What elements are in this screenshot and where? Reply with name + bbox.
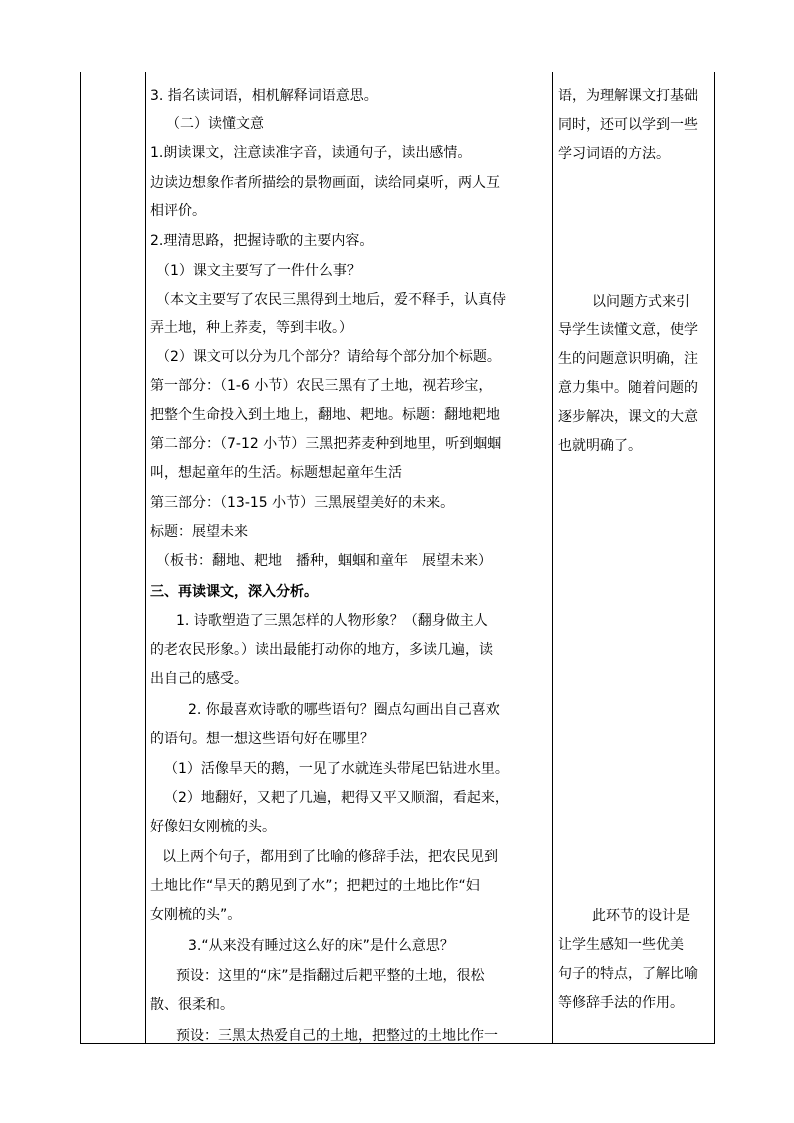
lesson-text-line: 散、很柔和。 <box>150 997 234 1013</box>
design-note-line: 语，为理解课文打基础 <box>558 88 698 104</box>
design-note-line: 此环节的设计是 <box>592 908 690 924</box>
lesson-text-line: 2. 你最喜欢诗歌的哪些语句？圈点勾画出自己喜欢 <box>188 702 500 718</box>
design-note-line: 也就明确了。 <box>558 438 642 454</box>
lesson-text-line: 预设：这里的“床”是指翻过后耙平整的土地，很松 <box>176 968 485 984</box>
design-note-line: 生的问题意识明确，注 <box>558 351 698 367</box>
lesson-text-line: 好像妇女刚梳的头。 <box>150 819 276 835</box>
lesson-text-line: 的老农民形象。）读出最能打动你的地方，多读几遍，读 <box>150 642 493 658</box>
lesson-text-line: （1）课文主要写了一件什么事？ <box>156 263 361 279</box>
lesson-text-line: 3. 指名读词语，相机解释词语意思。 <box>150 88 378 104</box>
design-note-line: 同时，还可以学到一些 <box>558 117 698 133</box>
lesson-text-line: 把整个生命投入到土地上，翻地、耙地。标题：翻地耙地 <box>150 407 500 423</box>
table-border-right <box>714 72 715 1044</box>
design-note-line: 意力集中。随着问题的 <box>558 380 698 396</box>
lesson-text-line: 2.理清思路，把握诗歌的主要内容。 <box>150 233 374 249</box>
lesson-text-line: 女刚梳的头”。 <box>150 907 242 923</box>
lesson-text-line: 的语句。想一想这些语句好在哪里？ <box>150 731 374 747</box>
lesson-text-line: 1.朗读课文，注意读准字音，读通句子，读出感情。 <box>150 145 472 161</box>
design-note-line: 逐步解决，课文的大意 <box>558 409 698 425</box>
lesson-text-line: 弄土地，种上荞麦，等到丰收。） <box>150 320 353 336</box>
lesson-text-line: （2）地翻好，又耙了几遍，耙得又平又顺溜，看起来， <box>164 790 509 806</box>
table-divider-2 <box>552 72 553 1044</box>
lesson-text-line: 标题：展望未来 <box>150 524 248 540</box>
lesson-text-line: 以上两个句子，都用到了比喻的修辞手法，把农民见到 <box>162 849 498 865</box>
lesson-text-line: 出自己的感受。 <box>150 671 248 687</box>
design-note-line: 让学生感知一些优美 <box>558 937 684 953</box>
lesson-text-line: 边读边想象作者所描绘的景物画面，读给同桌听，两人互 <box>150 175 500 191</box>
design-note-line: 句子的特点，了解比喻 <box>558 966 698 982</box>
design-note-line: 学习词语的方法。 <box>558 146 670 162</box>
table-border-left <box>80 72 81 1044</box>
design-note-line: 以问题方式来引 <box>592 294 690 310</box>
lesson-text-line: （板书：翻地、耙地 播种，蝈蝈和童年 展望未来） <box>156 553 492 569</box>
lesson-text-line: 叫，想起童年的生活。标题想起童年生活 <box>150 465 402 481</box>
lesson-text-line: 土地比作“旱天的鹅见到了水”；把耙过的土地比作“妇 <box>150 878 480 894</box>
lesson-text-line: （1）活像旱天的鹅，一见了水就连头带尾巴钻进水里。 <box>164 761 509 777</box>
design-note-line: 导学生读懂文意，使学 <box>558 322 698 338</box>
lesson-text-line: 第二部分：（7-12 小节）三黑把荞麦种到地里，听到蝈蝈 <box>150 436 502 452</box>
lesson-text-line: （2）课文可以分为几个部分？请给每个部分加个标题。 <box>156 349 501 365</box>
lesson-text-line: 第三部分：（13-15 小节）三黑展望美好的未来。 <box>150 495 455 511</box>
lesson-text-line: （二）读懂文意 <box>166 116 264 132</box>
lesson-text-line: 三、再读课文，深入分析。 <box>150 584 318 600</box>
table-divider-1 <box>145 72 146 1044</box>
lesson-text-line: 3.“从来没有睡过这么好的床”是什么意思？ <box>188 938 454 954</box>
lesson-text-line: 相评价。 <box>150 203 206 219</box>
lesson-text-line: 第一部分：（1-6 小节）农民三黑有了土地，视若珍宝， <box>150 378 493 394</box>
lesson-text-line: 预设：三黑太热爱自己的土地，把整过的土地比作一 <box>176 1028 498 1044</box>
design-note-line: 等修辞手法的作用。 <box>558 995 684 1011</box>
lesson-text-line: 1. 诗歌塑造了三黑怎样的人物形象？（翻身做主人 <box>176 613 488 629</box>
lesson-text-line: （本文主要写了农民三黑得到土地后，爱不释手，认真侍 <box>156 292 506 308</box>
